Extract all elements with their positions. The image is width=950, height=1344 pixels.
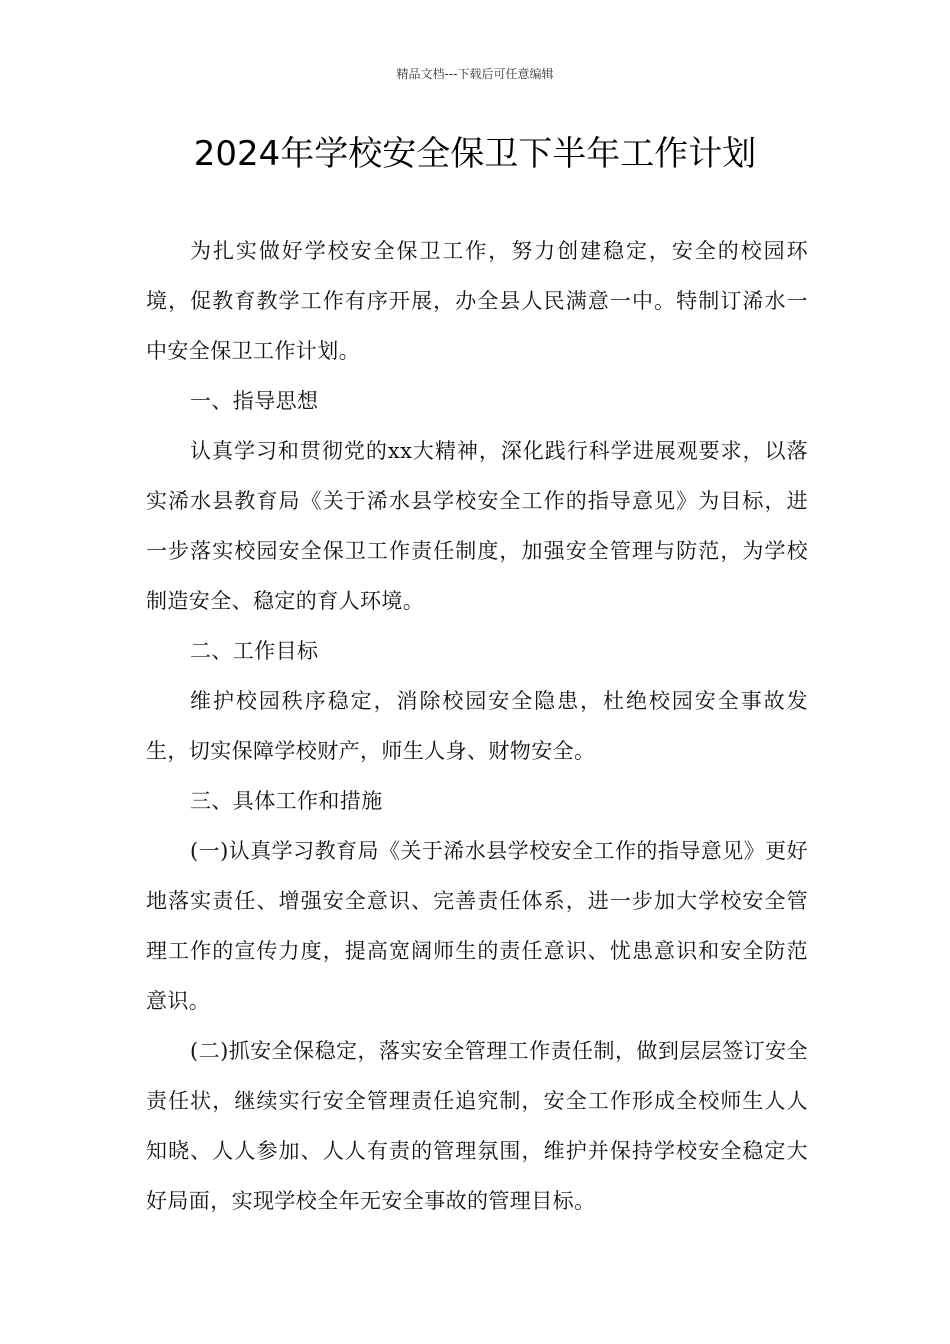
- paragraph-measure-1: (一)认真学习教育局《关于浠水县学校安全工作的指导意见》更好地落实责任、增强安全意识、完善责任体系，进一步加大学校安全管理工作的宣传力度，提高宽阔师生的责任意识、忧患意识和安全防范意识。: [146, 839, 808, 1013]
- heading-guiding-ideology: 一、指导思想: [190, 389, 319, 413]
- paragraph-guiding-ideology: 认真学习和贯彻党的xx大精神，深化践行科学进展观要求，以落实浠水县教育局《关于浠水县学校安全工作的指导意见》为目标，进一步落实校园安全保卫工作责任制度，加强安全管理与防范，为学校制造安全、稳定的育人环境。: [146, 439, 808, 613]
- document-body: [146, 226, 808, 1226]
- document-title: 2024年学校安全保卫下半年工作计划: [193, 134, 757, 174]
- heading-work-goals: 二、工作目标: [190, 639, 319, 663]
- paragraph-measure-2: (二)抓安全保稳定，落实安全管理工作责任制，做到层层签订安全责任状，继续实行安全管理责任追究制，安全工作形成全校师生人人知晓、人人参加、人人有责的管理氛围，维护并保持学校安全稳定大好局面，实现学校全年无安全事故的管理目标。: [146, 1039, 808, 1213]
- heading-specific-measures: 三、具体工作和措施: [190, 789, 383, 813]
- paragraph-intro: 为扎实做好学校安全保卫工作，努力创建稳定，安全的校园环境，促教育教学工作有序开展，办全县人民满意一中。特制订浠水一中安全保卫工作计划。: [146, 239, 808, 363]
- paragraph-work-goals: 维护校园秩序稳定，消除校园安全隐患，杜绝校园安全事故发生，切实保障学校财产，师生人身、财物安全。: [146, 689, 808, 763]
- header-watermark: 精品文档---下载后可任意编辑: [396, 67, 554, 81]
